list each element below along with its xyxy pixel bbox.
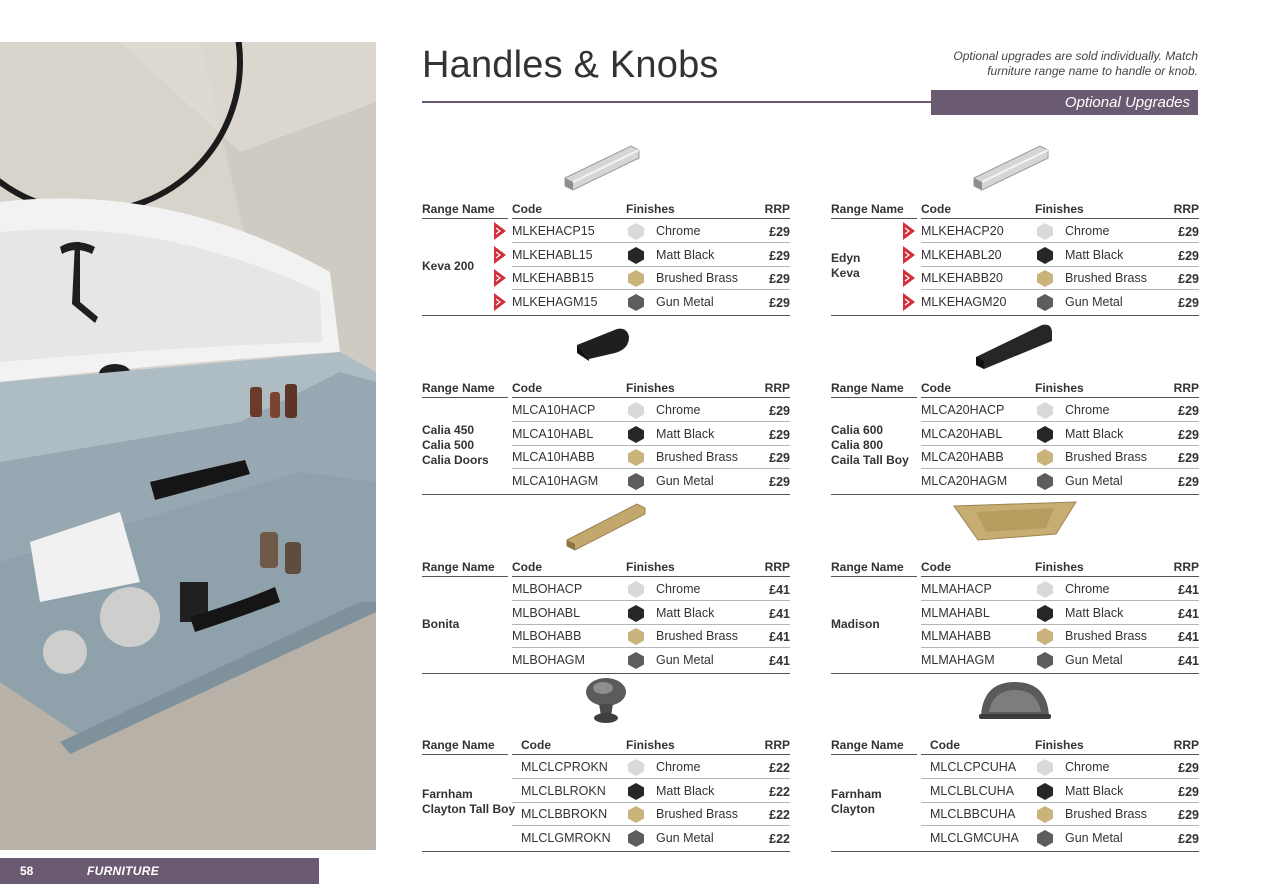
rrp-price: £29 xyxy=(769,272,790,286)
divider xyxy=(831,851,1199,852)
product-code: MLCLBBCUHA xyxy=(930,807,1016,821)
finish-name: Chrome xyxy=(1065,403,1110,417)
rrp-price: £29 xyxy=(1178,295,1199,310)
new-flag-icon xyxy=(903,246,915,264)
finish-swatch-icon xyxy=(1037,605,1053,622)
product-code: MLBOHABL xyxy=(512,605,581,620)
col-rrp: RRP xyxy=(764,560,790,574)
col-rrp: RRP xyxy=(1173,202,1199,216)
rrp-price: £29 xyxy=(1178,272,1199,286)
product-image xyxy=(422,498,790,558)
new-flag-icon xyxy=(903,269,915,287)
col-code: Code xyxy=(921,202,951,216)
finish-swatch-icon xyxy=(628,223,644,240)
finish-swatch-icon xyxy=(1037,294,1053,311)
range-name-line: Calia 600 xyxy=(831,422,884,437)
product-image xyxy=(831,498,1199,558)
range-name-line: Edyn xyxy=(831,251,861,265)
product-image xyxy=(422,676,790,736)
col-code: Code xyxy=(512,560,542,574)
finish-name: Gun Metal xyxy=(656,830,714,845)
product-code: MLKEHABL20 xyxy=(921,247,1002,262)
table-row xyxy=(921,267,1199,290)
new-flag-icon xyxy=(903,222,915,240)
finish-swatch-icon xyxy=(628,806,644,823)
new-flag-icon xyxy=(494,222,506,240)
table-row xyxy=(921,446,1199,469)
range-name-line: Farnham xyxy=(831,787,882,801)
range-name-line: Calia Doors xyxy=(422,452,489,467)
rrp-price: £29 xyxy=(1178,831,1199,846)
upgrade-note: Optional upgrades are sold individually. Match furniture range name to handle or knob. xyxy=(953,49,1198,78)
table-header xyxy=(422,381,790,398)
product-image xyxy=(422,140,790,200)
col-finishes: Finishes xyxy=(626,560,675,574)
finish-name: Chrome xyxy=(1065,760,1110,774)
table-row xyxy=(512,625,790,648)
divider xyxy=(921,397,1199,398)
section-name: FURNITURE xyxy=(87,864,160,878)
table-row xyxy=(921,649,1199,672)
product-code: MLMAHACP xyxy=(921,582,992,596)
col-finishes: Finishes xyxy=(626,202,675,216)
table-row xyxy=(512,803,790,826)
table-row xyxy=(921,578,1199,601)
col-finishes: Finishes xyxy=(626,381,675,395)
table-row xyxy=(512,244,790,267)
table-row xyxy=(921,244,1199,267)
divider xyxy=(422,576,508,577)
table-row xyxy=(512,446,790,469)
range-name-line: Calia 450 xyxy=(422,422,475,437)
range-name-line: Clayton xyxy=(831,802,876,816)
rrp-price: £41 xyxy=(1178,630,1199,644)
product-code: MLBOHAGM xyxy=(512,652,585,667)
table-row xyxy=(512,602,790,625)
divider xyxy=(921,218,1199,219)
product-code: MLCA20HABB xyxy=(921,450,1004,464)
table-row xyxy=(512,470,790,493)
product-code: MLKEHAGM15 xyxy=(512,294,598,309)
col-range-name: Range Name xyxy=(831,202,904,216)
finish-name: Gun Metal xyxy=(656,294,714,309)
col-range-name: Range Name xyxy=(831,381,904,395)
rrp-price: £29 xyxy=(1178,808,1199,822)
product-code: MLCLBLCUHA xyxy=(930,783,1015,798)
table-row xyxy=(512,399,790,422)
divider xyxy=(512,754,790,755)
table-row xyxy=(512,827,790,850)
finish-swatch-icon xyxy=(628,426,644,443)
product-code: MLMAHABL xyxy=(921,605,990,620)
finish-name: Chrome xyxy=(1065,582,1110,596)
product-code: MLCA10HABB xyxy=(512,450,595,464)
product-code: MLCA20HAGM xyxy=(921,473,1008,488)
page-footer xyxy=(0,858,319,884)
rrp-price: £22 xyxy=(769,784,790,799)
table-row xyxy=(512,267,790,290)
product-code: MLCLCPCUHA xyxy=(930,760,1017,774)
range-name-line: Clayton Tall Boy xyxy=(422,802,516,816)
col-code: Code xyxy=(921,560,951,574)
new-flag-icon xyxy=(903,293,915,311)
col-rrp: RRP xyxy=(1173,560,1199,574)
finish-name: Matt Black xyxy=(656,783,715,798)
divider xyxy=(422,397,508,398)
rrp-price: £41 xyxy=(769,630,790,644)
range-name xyxy=(831,423,909,468)
finish-swatch-icon xyxy=(1037,426,1053,443)
product-block xyxy=(831,676,1199,846)
range-name-line: Caila Tall Boy xyxy=(831,452,909,467)
table-row xyxy=(512,578,790,601)
product-image xyxy=(831,140,1199,200)
product-block xyxy=(422,140,790,310)
rrp-price: £29 xyxy=(1178,784,1199,799)
range-name xyxy=(831,251,860,281)
col-rrp: RRP xyxy=(1173,738,1199,752)
finish-name: Brushed Brass xyxy=(1065,629,1147,643)
divider xyxy=(831,494,1199,495)
finish-swatch-icon xyxy=(628,270,644,287)
finish-name: Chrome xyxy=(656,224,701,238)
divider xyxy=(831,576,917,577)
table-row xyxy=(512,780,790,803)
range-name-line: Calia 500 xyxy=(422,437,475,452)
col-finishes: Finishes xyxy=(1035,202,1084,216)
col-code: Code xyxy=(512,381,542,395)
rrp-price: £29 xyxy=(1178,404,1199,418)
table-row xyxy=(921,423,1199,446)
col-rrp: RRP xyxy=(764,202,790,216)
finish-name: Matt Black xyxy=(1065,247,1124,262)
rrp-price: £29 xyxy=(769,474,790,489)
col-code: Code xyxy=(930,738,960,752)
product-image xyxy=(831,319,1199,379)
table-header xyxy=(422,560,790,577)
product-code: MLCLGMCUHA xyxy=(930,830,1019,845)
table-row xyxy=(512,220,790,243)
finish-name: Brushed Brass xyxy=(1065,271,1147,285)
finish-swatch-icon xyxy=(628,247,644,264)
product-code: MLCLCPROKN xyxy=(521,760,608,774)
rrp-price: £22 xyxy=(769,808,790,822)
table-row xyxy=(512,423,790,446)
rrp-price: £22 xyxy=(769,761,790,775)
divider xyxy=(422,754,508,755)
range-name-line: Farnham xyxy=(422,787,473,801)
finish-name: Chrome xyxy=(1065,224,1110,238)
col-finishes: Finishes xyxy=(1035,381,1084,395)
table-row xyxy=(921,470,1199,493)
finish-name: Matt Black xyxy=(656,426,715,441)
col-finishes: Finishes xyxy=(1035,560,1084,574)
table-row xyxy=(921,399,1199,422)
product-code: MLKEHACP15 xyxy=(512,224,595,238)
col-range-name: Range Name xyxy=(422,381,495,395)
finish-swatch-icon xyxy=(628,294,644,311)
rrp-price: £41 xyxy=(769,583,790,597)
col-code: Code xyxy=(921,381,951,395)
table-row xyxy=(512,649,790,672)
finish-swatch-icon xyxy=(1037,581,1053,598)
finish-swatch-icon xyxy=(1037,247,1053,264)
product-code: MLCLBBROKN xyxy=(521,807,608,821)
product-code: MLKEHABB20 xyxy=(921,271,1003,285)
header-rule xyxy=(422,101,934,103)
finish-swatch-icon xyxy=(1037,759,1053,776)
product-code: MLMAHABB xyxy=(921,629,992,643)
finish-swatch-icon xyxy=(628,759,644,776)
divider xyxy=(831,315,1199,316)
rrp-price: £29 xyxy=(1178,427,1199,442)
finish-name: Matt Black xyxy=(656,605,715,620)
product-code: MLCA10HACP xyxy=(512,403,596,417)
table-header xyxy=(422,738,790,755)
finish-name: Gun Metal xyxy=(1065,294,1123,309)
rrp-price: £29 xyxy=(769,451,790,465)
table-row xyxy=(921,291,1199,314)
divider xyxy=(422,851,790,852)
finish-name: Matt Black xyxy=(1065,605,1124,620)
range-name xyxy=(422,259,474,274)
product-block xyxy=(422,319,790,489)
col-finishes: Finishes xyxy=(1035,738,1084,752)
table-row xyxy=(921,803,1199,826)
col-range-name: Range Name xyxy=(422,202,495,216)
product-block xyxy=(422,676,790,846)
finish-swatch-icon xyxy=(628,652,644,669)
finish-name: Gun Metal xyxy=(1065,830,1123,845)
table-header xyxy=(831,202,1199,219)
divider xyxy=(831,754,917,755)
product-code: MLCA20HABL xyxy=(921,426,1003,441)
product-image xyxy=(422,319,790,379)
finish-name: Gun Metal xyxy=(1065,473,1123,488)
table-row xyxy=(921,220,1199,243)
col-rrp: RRP xyxy=(1173,381,1199,395)
finish-name: Chrome xyxy=(656,760,701,774)
finish-swatch-icon xyxy=(1037,652,1053,669)
rrp-price: £41 xyxy=(1178,583,1199,597)
rrp-price: £29 xyxy=(769,427,790,442)
rrp-price: £29 xyxy=(769,248,790,263)
divider xyxy=(422,494,790,495)
table-row xyxy=(921,780,1199,803)
rrp-price: £29 xyxy=(1178,248,1199,263)
product-code: MLBOHABB xyxy=(512,629,582,643)
col-code: Code xyxy=(521,738,551,752)
finish-name: Gun Metal xyxy=(1065,652,1123,667)
new-flag-icon xyxy=(494,269,506,287)
product-block xyxy=(831,319,1199,489)
new-flag-icon xyxy=(494,293,506,311)
finish-swatch-icon xyxy=(628,402,644,419)
vanity-photo xyxy=(0,42,376,850)
col-rrp: RRP xyxy=(764,381,790,395)
finish-name: Chrome xyxy=(656,403,701,417)
rrp-price: £41 xyxy=(769,606,790,621)
finish-swatch-icon xyxy=(628,783,644,800)
finish-swatch-icon xyxy=(1037,402,1053,419)
table-header xyxy=(422,202,790,219)
product-code: MLCLBLROKN xyxy=(521,783,606,798)
finish-swatch-icon xyxy=(1037,628,1053,645)
table-row xyxy=(921,625,1199,648)
range-name xyxy=(422,423,489,468)
divider xyxy=(921,576,1199,577)
finish-swatch-icon xyxy=(628,581,644,598)
finish-name: Chrome xyxy=(656,582,701,596)
col-finishes: Finishes xyxy=(626,738,675,752)
finish-swatch-icon xyxy=(628,830,644,847)
divider xyxy=(422,673,790,674)
finish-swatch-icon xyxy=(1037,270,1053,287)
rrp-price: £41 xyxy=(1178,606,1199,621)
rrp-price: £29 xyxy=(1178,451,1199,465)
finish-swatch-icon xyxy=(628,449,644,466)
finish-name: Brushed Brass xyxy=(656,629,738,643)
rrp-price: £29 xyxy=(769,295,790,310)
page-number: 58 xyxy=(20,864,34,878)
divider xyxy=(512,218,790,219)
rrp-price: £22 xyxy=(769,831,790,846)
finish-swatch-icon xyxy=(1037,473,1053,490)
product-block xyxy=(831,140,1199,310)
finish-name: Matt Black xyxy=(1065,783,1124,798)
divider xyxy=(422,218,508,219)
table-header xyxy=(831,738,1199,755)
product-code: MLCLGMROKN xyxy=(521,830,611,845)
finish-swatch-icon xyxy=(1037,223,1053,240)
finish-name: Matt Black xyxy=(1065,426,1124,441)
finish-swatch-icon xyxy=(1037,783,1053,800)
col-range-name: Range Name xyxy=(831,560,904,574)
finish-swatch-icon xyxy=(1037,806,1053,823)
table-row xyxy=(512,291,790,314)
product-code: MLKEHAGM20 xyxy=(921,294,1007,309)
product-code: MLCA10HABL xyxy=(512,426,594,441)
divider xyxy=(512,576,790,577)
product-block xyxy=(831,498,1199,668)
col-range-name: Range Name xyxy=(831,738,904,752)
col-code: Code xyxy=(512,202,542,216)
rrp-price: £29 xyxy=(769,404,790,418)
finish-name: Gun Metal xyxy=(656,652,714,667)
product-code: MLKEHABL15 xyxy=(512,247,593,262)
divider xyxy=(512,397,790,398)
table-header xyxy=(831,560,1199,577)
divider xyxy=(422,315,790,316)
finish-name: Brushed Brass xyxy=(1065,450,1147,464)
range-name-line: Madison xyxy=(831,616,880,631)
finish-name: Brushed Brass xyxy=(656,807,738,821)
table-row xyxy=(921,602,1199,625)
range-name-line: Calia 800 xyxy=(831,437,884,452)
finish-swatch-icon xyxy=(1037,830,1053,847)
table-row xyxy=(921,827,1199,850)
product-code: MLKEHABB15 xyxy=(512,271,594,285)
range-name xyxy=(422,617,459,632)
product-block xyxy=(422,498,790,668)
finish-name: Matt Black xyxy=(656,247,715,262)
rrp-price: £41 xyxy=(769,653,790,668)
range-name-line: Bonita xyxy=(422,616,460,631)
finish-swatch-icon xyxy=(628,473,644,490)
col-range-name: Range Name xyxy=(422,738,495,752)
range-name xyxy=(831,617,880,632)
finish-swatch-icon xyxy=(1037,449,1053,466)
finish-swatch-icon xyxy=(628,628,644,645)
col-rrp: RRP xyxy=(764,738,790,752)
table-header xyxy=(831,381,1199,398)
product-code: MLBOHACP xyxy=(512,582,583,596)
range-name-line: Keva xyxy=(831,266,860,280)
product-image xyxy=(831,676,1199,736)
optional-upgrades-banner: Optional Upgrades xyxy=(931,90,1198,115)
page-title: Handles & Knobs xyxy=(422,44,719,86)
product-code: MLMAHAGM xyxy=(921,652,995,667)
divider xyxy=(831,218,917,219)
col-range-name: Range Name xyxy=(422,560,495,574)
rrp-price: £29 xyxy=(1178,474,1199,489)
product-code: MLKEHACP20 xyxy=(921,224,1004,238)
rrp-price: £29 xyxy=(1178,761,1199,775)
new-flag-icon xyxy=(494,246,506,264)
product-code: MLCA10HAGM xyxy=(512,473,599,488)
divider xyxy=(831,397,917,398)
divider xyxy=(921,754,1199,755)
finish-name: Brushed Brass xyxy=(1065,807,1147,821)
table-row xyxy=(921,756,1199,779)
finish-name: Brushed Brass xyxy=(656,450,738,464)
range-name xyxy=(831,787,882,817)
rrp-price: £29 xyxy=(1178,225,1199,239)
table-row xyxy=(512,756,790,779)
rrp-price: £29 xyxy=(769,225,790,239)
range-name-line: Keva 200 xyxy=(422,258,475,273)
rrp-price: £41 xyxy=(1178,653,1199,668)
product-code: MLCA20HACP xyxy=(921,403,1005,417)
finish-name: Brushed Brass xyxy=(656,271,738,285)
range-name xyxy=(422,787,515,817)
divider xyxy=(831,673,1199,674)
finish-name: Gun Metal xyxy=(656,473,714,488)
finish-swatch-icon xyxy=(628,605,644,622)
